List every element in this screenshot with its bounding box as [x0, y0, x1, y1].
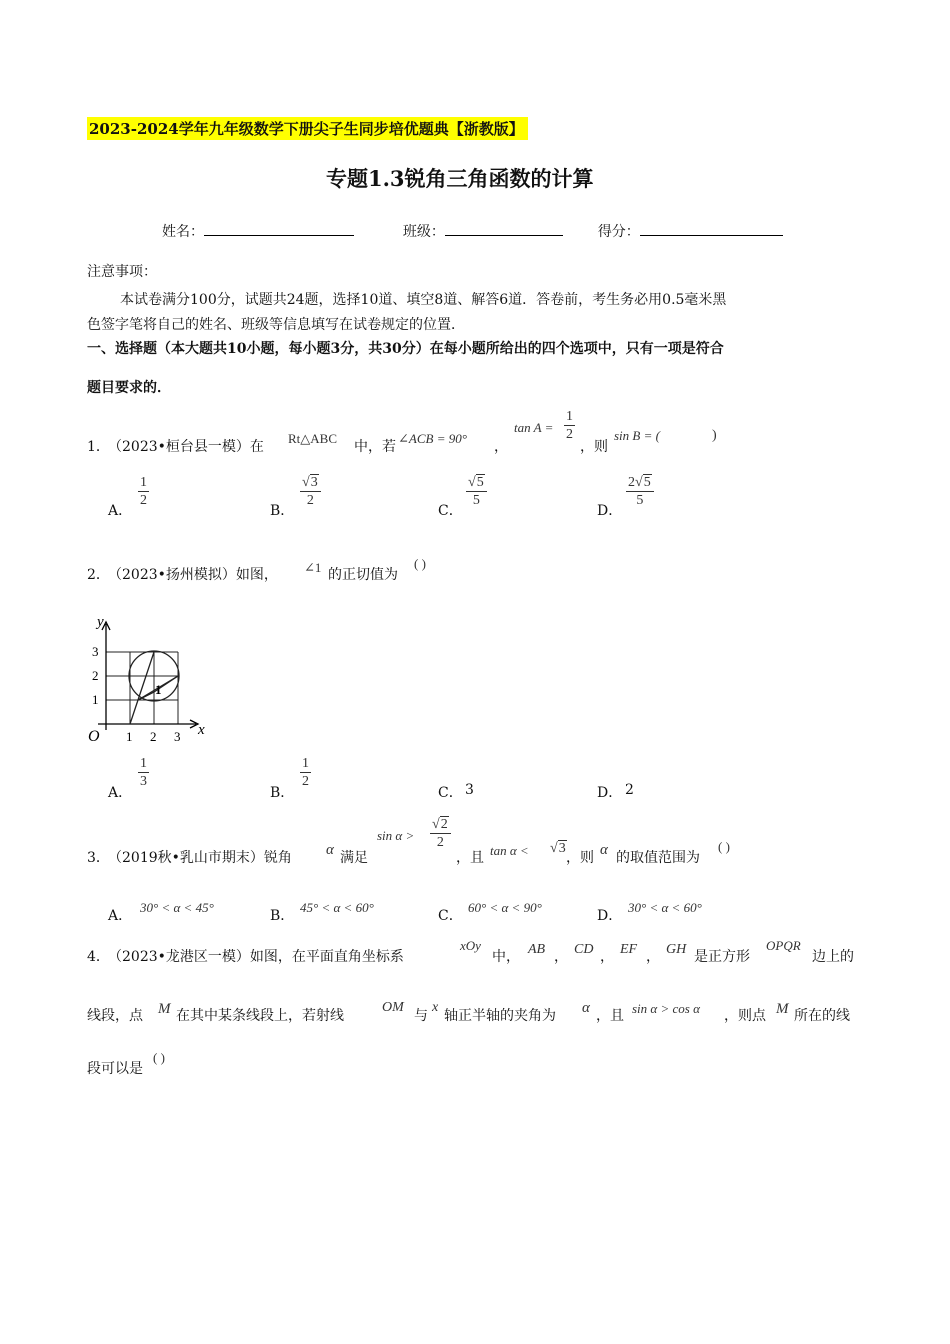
- q2-text: （2023•扬州模拟）如图，: [108, 567, 278, 583]
- q2-x-tick-3: 3: [174, 729, 181, 744]
- q2-answer-paren: ( ): [414, 556, 426, 571]
- name-label: 姓名：: [162, 224, 204, 240]
- q1-sin: sin B = (: [614, 428, 660, 443]
- score-label: 得分：: [597, 224, 640, 240]
- q1-then: ，则: [580, 439, 608, 455]
- q3-text-5: 的取值范围为: [616, 850, 700, 866]
- q3-option-c-label[interactable]: C．: [438, 908, 463, 924]
- q2-option-a-value: $\frac{1}{3}$: [140, 756, 147, 789]
- q3-option-a-label[interactable]: A．: [108, 908, 133, 924]
- q4-line2-e: ，且: [596, 1008, 624, 1024]
- header-banner: 2023-2024学年九年级数学下册尖子生同步培优题典【浙教版】: [87, 117, 528, 140]
- q2-figure: [84, 610, 214, 745]
- q2-number: 2．: [87, 567, 110, 583]
- q3-text: （2019秋•乳山市期末）锐角: [108, 850, 292, 866]
- q2-option-b-label[interactable]: B．: [270, 785, 295, 801]
- q4-line2-b: 在其中某条线段上，若射线: [176, 1008, 344, 1024]
- q2-x-tick-1: 1: [126, 729, 133, 744]
- q1-number: 1．: [87, 439, 110, 455]
- q2-option-c-label[interactable]: C．: [438, 785, 463, 801]
- q1-close-paren: ): [712, 428, 717, 443]
- q4-line3: 段可以是: [87, 1061, 143, 1077]
- class-label: 班级：: [402, 224, 445, 240]
- q3-number: 3．: [87, 850, 110, 866]
- q2-rest: 的正切值为: [328, 567, 398, 583]
- q4-text-4: 边上的: [812, 949, 854, 965]
- q3-text-4: ，则: [566, 850, 594, 866]
- q2-option-d-label[interactable]: D．: [597, 785, 623, 801]
- q3-option-d-value: 30° < α < 60°: [628, 900, 702, 915]
- q4-line2-c: 与: [414, 1008, 428, 1024]
- q3-answer-paren: ( ): [718, 839, 730, 854]
- q4-sep-2: ，: [600, 949, 614, 965]
- q1-option-b-value: $\frac{√3}{2}$: [300, 474, 321, 509]
- section-heading-line-1: 一、选择题（本大题共10小题，每小题3分，共30分）在每小题所给出的四个选项中，只有一项是符合: [87, 341, 724, 357]
- q1-option-d-value: $\frac{2√5}{5}$: [626, 474, 654, 509]
- q4-sep-3: ，: [646, 949, 660, 965]
- q1-option-c-label[interactable]: C．: [438, 503, 463, 519]
- q2-origin-label: O: [88, 728, 100, 745]
- q2-angle: ∠1: [304, 560, 322, 575]
- q3-alpha-2: α: [600, 842, 608, 858]
- q4-text-3: 是正方形: [694, 949, 750, 965]
- q4-xoy: xOy: [460, 938, 481, 953]
- q3-text-3: ，且: [456, 850, 484, 866]
- notes-line-1: 本试卷满分100分，试题共24题，选择10道、填空8道、解答6道．答卷前，考生务必用0.5毫米黑: [120, 292, 727, 308]
- score-field[interactable]: [640, 222, 783, 236]
- q4-text-2: 中，: [492, 949, 520, 965]
- q3-sin: sin α >: [377, 828, 415, 843]
- q1-option-a-value: $\frac{1}{2}$: [140, 475, 147, 508]
- q2-y-tick-2: 2: [92, 668, 99, 683]
- q1-source: （2023•桓台县一模）在: [108, 439, 264, 455]
- q1-angle: ∠ACB = 90°: [398, 431, 467, 446]
- q1-tan-value: $\frac{1}{2}$: [566, 409, 573, 442]
- q4-inequality: sin α > cos α: [632, 1001, 700, 1016]
- q1-option-b-label[interactable]: B．: [270, 503, 295, 519]
- name-field[interactable]: [204, 222, 354, 236]
- q4-text: （2023•龙港区一模）如图，在平面直角坐标系: [108, 949, 404, 965]
- q4-line2-f: ，则点: [724, 1008, 766, 1024]
- q4-alpha: α: [582, 1000, 590, 1016]
- q2-x-label: x: [198, 722, 205, 738]
- q1-tan: tan A =: [514, 420, 554, 435]
- q1-triangle: Rt△ABC: [288, 431, 338, 446]
- q3-alpha: α: [326, 842, 334, 858]
- q4-line2-g: 所在的线: [794, 1008, 850, 1024]
- section-heading-line-2: 题目要求的．: [87, 380, 171, 396]
- q2-y-label: y: [97, 614, 104, 630]
- q2-x-tick-2: 2: [150, 729, 157, 744]
- q4-answer-paren: ( ): [153, 1050, 165, 1065]
- q4-ab: AB: [528, 942, 546, 957]
- q4-x: x: [432, 1000, 439, 1015]
- q4-line2-a: 线段，点: [87, 1008, 143, 1024]
- q2-angle-label: 1: [155, 682, 162, 697]
- notes-heading: 注意事项：: [87, 264, 157, 280]
- q4-sep-1: ，: [554, 949, 568, 965]
- q4-om: OM: [382, 1000, 404, 1015]
- q4-m-2: M: [776, 1001, 789, 1017]
- q3-tan: tan α <: [490, 843, 529, 858]
- q3-option-a-value: 30° < α < 45°: [140, 900, 214, 915]
- q3-text-2: 满足: [340, 850, 368, 866]
- info-row: [162, 221, 783, 241]
- q3-tan-value: √3: [550, 841, 566, 856]
- q3-sin-value: $\frac{√2}{2}$: [430, 816, 451, 851]
- q1-option-d-label[interactable]: D．: [597, 503, 623, 519]
- q2-option-c-value: 3: [465, 782, 474, 798]
- q1-option-a-label[interactable]: A．: [108, 503, 133, 519]
- q3-option-c-value: 60° < α < 90°: [468, 900, 542, 915]
- q2-option-a-label[interactable]: A．: [108, 785, 133, 801]
- q1-comma: ，: [494, 439, 508, 455]
- q4-line2-d: 轴正半轴的夹角为: [444, 1008, 556, 1024]
- q4-opqr: OPQR: [766, 938, 801, 953]
- page-title: 专题1.3锐角三角函数的计算: [326, 166, 594, 191]
- q3-option-b-value: 45° < α < 60°: [300, 900, 374, 915]
- q4-m: M: [158, 1001, 171, 1017]
- q2-option-b-value: $\frac{1}{2}$: [302, 756, 309, 789]
- class-field[interactable]: [445, 222, 563, 236]
- q4-ef: EF: [620, 942, 638, 957]
- q3-option-d-label[interactable]: D．: [597, 908, 623, 924]
- q1-option-c-value: $\frac{√5}{5}$: [466, 474, 487, 509]
- q2-y-tick-1: 1: [92, 692, 99, 707]
- q3-option-b-label[interactable]: B．: [270, 908, 295, 924]
- q2-option-d-value: 2: [625, 782, 634, 798]
- q4-cd: CD: [574, 942, 594, 957]
- q1-text-mid: 中，若: [354, 439, 396, 455]
- q2-y-tick-3: 3: [92, 644, 99, 659]
- q4-number: 4．: [87, 949, 110, 965]
- notes-line-2: 色签字笔将自己的姓名、班级等信息填写在试卷规定的位置．: [87, 317, 465, 333]
- q4-gh: GH: [666, 942, 687, 957]
